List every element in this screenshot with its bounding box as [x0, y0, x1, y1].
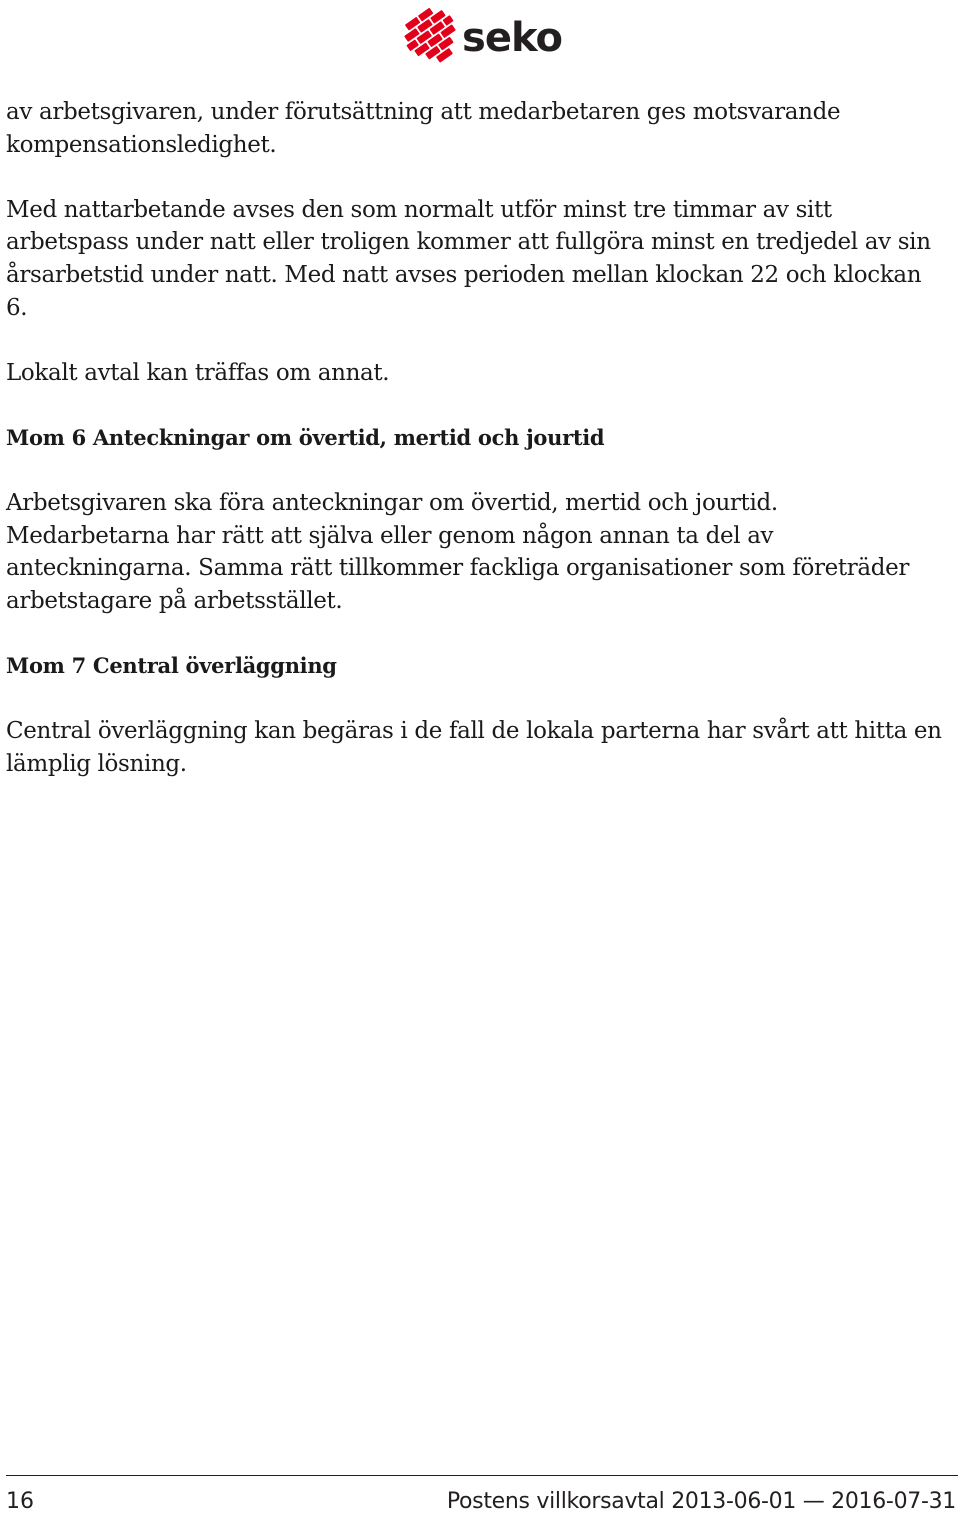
page-content — [6, 96, 946, 813]
page-footer — [6, 1487, 958, 1517]
footer-date-range: 2013-06-01 — 2016-07-31 — [671, 1489, 956, 1514]
paragraph-compensation: av arbetsgivaren, under förutsättning att medarbetaren ges motsvarande kompensationsledighet. — [6, 99, 841, 158]
page-number: 16 — [6, 1489, 34, 1514]
logo-wordmark: seko — [462, 15, 562, 61]
footer-divider — [6, 1475, 958, 1476]
paragraph-central-consultation: Central överläggning kan begäras i de fall de lokala parterna har svårt att hitta en lämplig lösning. — [6, 718, 942, 777]
section-heading-mom-6: Mom 6 Anteckningar om övertid, mertid och jourtid — [6, 424, 605, 450]
footer-document-info — [447, 1487, 956, 1517]
seko-logo — [402, 4, 562, 68]
paragraph-night-worker: Med nattarbetande avses den som normalt utför minst tre timmar av sitt arbetspass under natt eller troligen kommer att fullgöra minst en tredjedel av sin årsarbetstid under natt. Med natt avses perioden mellan klockan 22 och klockan 6. — [6, 196, 931, 321]
seko-brick-logo-icon — [402, 4, 462, 68]
footer-document-title: Postens villkorsavtal — [446, 1489, 665, 1514]
paragraph-records: Arbetsgivaren ska föra anteckningar om övertid, mertid och jourtid. Medarbetarna har rätt att själva eller genom någon annan ta del av anteckningarna. Samma rätt tillkommer fackliga organisationer som företräder arbetstagare på arbetsstället. — [6, 490, 910, 614]
section-heading-mom-7: Mom 7 Central överläggning — [6, 653, 337, 679]
paragraph-local-agreement: Lokalt avtal kan träffas om annat. — [6, 359, 390, 386]
